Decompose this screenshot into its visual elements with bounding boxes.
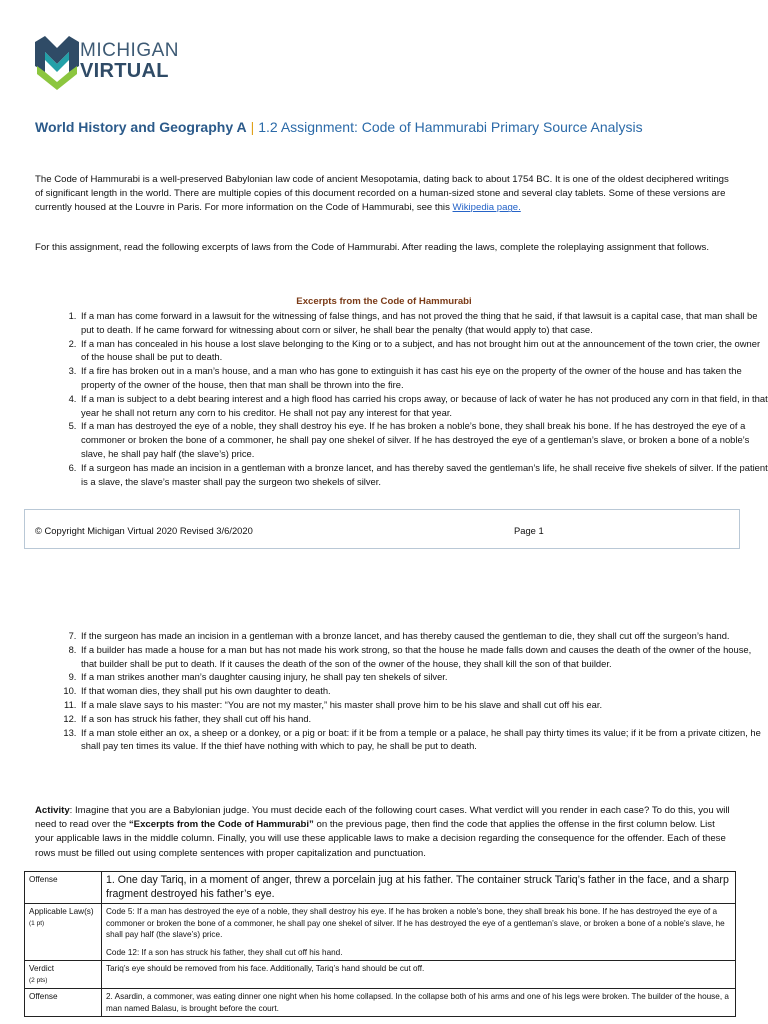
points-label: (2 pts) bbox=[29, 976, 48, 984]
table-row bbox=[25, 872, 736, 904]
table-row bbox=[25, 989, 736, 1017]
law-item: 6. If a surgeon has made an incision in a gentleman with a bronze lancet, and has thereby saved the gentleman’s life, he shall receive five shekels of silver. If the patient is a slave, the slave’s master shall pay the surgeon two shekels of silver. bbox=[79, 461, 768, 489]
intro-paragraph bbox=[35, 173, 735, 216]
brand-line-1: MICHIGAN bbox=[80, 40, 179, 61]
activity-paragraph bbox=[35, 804, 735, 861]
law-item: 9. If a man strikes another man’s daughter causing injury, he shall pay ten shekels of silver. bbox=[79, 670, 768, 684]
offense-cell[interactable]: 2. Asardin, a commoner, was eating dinner one night when his home collapsed. In the collapse both of his arms and one of his legs were broken. The builder of the house, a man named Balasu, is brought before the court. bbox=[102, 989, 736, 1017]
law-item: 13. If a man stole either an ox, a sheep or a donkey, or a pig or boat: if it be from a temple or a palace, he shall pay thirty times its value; if it be from a private citizen, he shall pay ten times its value. If the thief have nothing with which to pay, he shall be put to death. bbox=[79, 726, 768, 754]
laws-list-page-1 bbox=[45, 309, 768, 488]
activity-text-2: on the previous page, then find the code that applies the offense in the first column below. List your applicable laws in the middle column. Finally, you will use these applicable laws to make a decision regarding the consequence for the offender. Each of these rows must be filled out using complete sentences with proper capitalization and punctuation. bbox=[35, 819, 726, 859]
applicable-laws-cell[interactable] bbox=[102, 904, 736, 961]
law-item: 7. If the surgeon has made an incision in a gentleman with a bronze lancet, and has thereby caused the gentleman to die, they shall cut off the surgeon’s hand. bbox=[79, 629, 768, 643]
applicable-law-text: Code 5: If a man has destroyed the eye of a noble, they shall destroy his eye. If he has broken a noble’s bone, they shall break his bone. If he has destroyed the eye of a commoner or broken the bone of a commoner, he shall pay one shekel of silver. If he has destroyed the eye of a gentleman’s slave, or broken a bone of a noble’s slave, he shall pay half (the slave’s) price. bbox=[106, 907, 725, 939]
activity-label: Activity bbox=[35, 805, 70, 816]
law-item: 2. If a man has concealed in his house a lost slave belonging to the King or to a subject, and has not brought him out at the announcement of the town crier, the owner of the house shall be put to death. bbox=[79, 337, 768, 365]
verdict-cell[interactable]: Tariq’s eye should be removed from his face. Additionally, Tariq’s hand should be cut off. bbox=[102, 961, 736, 989]
intro-text: The Code of Hammurabi is a well-preserved Babylonian law code of ancient Mesopotamia, dating back to about 1754 BC. It is one of the oldest deciphered writings of significant length in the world. There are multiple copies of this document recorded on a human-sized stone and several clay tablets. Some of these versions are currently housed at the Louvre in Paris. For more information on the Code of Hammurabi, see this bbox=[35, 174, 729, 214]
law-item: 12. If a son has struck his father, they shall cut off his hand. bbox=[79, 712, 768, 726]
brand-line-2: VIRTUAL bbox=[80, 60, 169, 82]
offense-cell[interactable]: 1. One day Tariq, in a moment of anger, threw a porcelain jug at his father. The container struck Tariq’s father in the face, and a sharp fragment destroyed his father’s eye. bbox=[102, 872, 736, 904]
row-label-text: Offense bbox=[29, 875, 58, 884]
course-name: World History and Geography A bbox=[35, 119, 247, 135]
excerpts-heading: Excerpts from the Code of Hammurabi bbox=[296, 296, 472, 307]
footer-copyright: © Copyright Michigan Virtual 2020 Revised 3/6/2020 bbox=[35, 525, 253, 536]
row-label bbox=[25, 872, 102, 904]
court-cases-table bbox=[24, 871, 736, 1017]
title-separator: | bbox=[250, 119, 255, 135]
law-item: 8. If a builder has made a house for a man but has not made his work strong, so that the house he made falls down and causes the death of the owner of the house, that builder shall be put to death. If it causes the death of the son of the owner of the house, they shall kill the son of that builder. bbox=[79, 643, 768, 671]
points-label: (1 pt) bbox=[29, 919, 45, 927]
law-item: 3. If a fire has broken out in a man’s house, and a man who has gone to extinguish it has cast his eye on the property of the owner of the house and has taken the property of the owner of the house, then that man shall be thrown into the fire. bbox=[79, 364, 768, 392]
instructions-paragraph: For this assignment, read the following excerpts of laws from the Code of Hammurabi. After reading the laws, complete the roleplaying assignment that follows. bbox=[35, 242, 710, 253]
row-label-text: Verdict bbox=[29, 964, 55, 973]
row-label bbox=[25, 904, 102, 961]
table-row bbox=[25, 961, 736, 989]
page-title bbox=[35, 119, 643, 135]
row-label bbox=[25, 961, 102, 989]
law-item: 1. If a man has come forward in a lawsuit for the witnessing of false things, and has not proved the thing that he said, if that lawsuit is a capital case, that man shall be put to death. If he came forward for witnessing about corn or silver, he shall bear the penalty (that would apply to) that case. bbox=[79, 309, 768, 337]
footer-page-number: Page 1 bbox=[514, 525, 544, 536]
law-item: 4. If a man is subject to a debt bearing interest and a high flood has carried his crops away, or because of lack of water he has not produced any corn in that field, in that year he shall not return any corn to his creditor. He shall not pay any interest for that year. bbox=[79, 392, 768, 420]
law-item: 10. If that woman dies, they shall put his own daughter to death. bbox=[79, 684, 768, 698]
row-label bbox=[25, 989, 102, 1017]
wikipedia-link[interactable]: Wikipedia page. bbox=[452, 202, 521, 214]
assignment-name: 1.2 Assignment: Code of Hammurabi Primary Source Analysis bbox=[258, 119, 643, 135]
laws-list-page-2 bbox=[45, 629, 768, 753]
applicable-law-text-2: Code 12: If a son has struck his father, they shall cut off his hand. bbox=[106, 947, 343, 957]
law-item: 11. If a male slave says to his master: “You are not my master,” his master shall prove him to be his slave and shall cut off his ear. bbox=[79, 698, 768, 712]
row-label-text: Applicable Law(s) bbox=[29, 907, 94, 916]
chevron-logo-icon bbox=[35, 36, 79, 92]
activity-bold-ref: “Excerpts from the Code of Hammurabi” bbox=[128, 819, 314, 831]
activity-text-1: : Imagine that you are a Babylonian judge. You must decide each of the following court cases. What verdict will you render in each case? To do this, you will need to read over the bbox=[35, 805, 730, 831]
table-row bbox=[25, 904, 736, 961]
row-label-text: Offense bbox=[29, 992, 58, 1001]
law-item: 5. If a man has destroyed the eye of a noble, they shall destroy his eye. If he has broken a noble’s bone, they shall break his bone. If he has destroyed the eye of a commoner or broken the bone of a commoner, he shall pay one shekel of silver. If he has destroyed the eye of a gentleman’s slave, or broken a bone of a noble’s slave, he shall pay half (the slave’s) price. bbox=[79, 419, 768, 460]
